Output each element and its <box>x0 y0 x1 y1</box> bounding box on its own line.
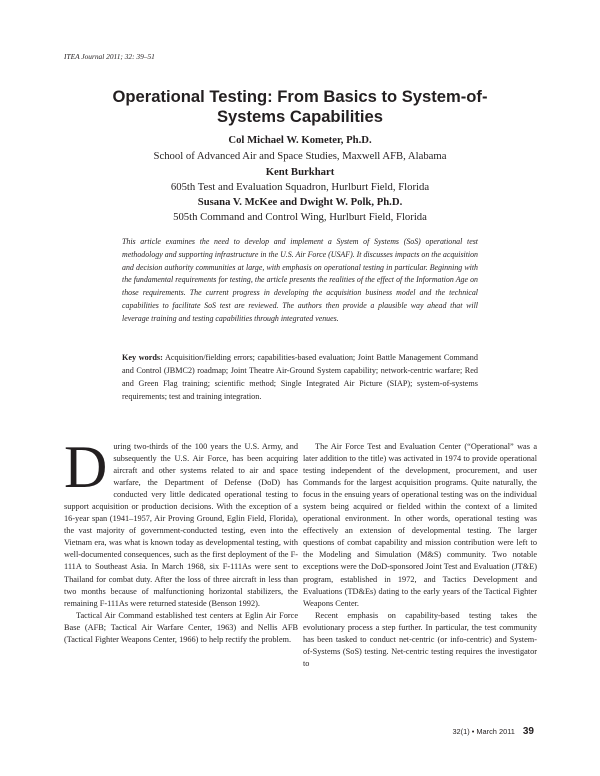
article-title <box>64 87 536 127</box>
author-name-3: Susana V. McKee and Dwight W. Polk, Ph.D. <box>197 196 403 208</box>
body-paragraph: The Air Force Test and Evaluation Center (“Operational” was a later addition to the title) was activated in 1974 to provide operational testing independent of the development, procurement, and user Commands for the largest acquisition programs. Quite naturally, the focus in the ensuing years of operational testing was on the individual system being acquired or fielded within the context of a limited operational environment. In other words, operational testing was effectively an extension of developmental testing. The larger questions of combat capability and mission contribution were left to the Modeling and Simulation (M&S) community. Two notable exceptions were the DoD-sponsored Joint Test and Evaluation (JT&E) program, established in 1972, and Tactics Development and Evaluations (TD&Es) dating to the early years of the Tactical Fighter Weapons Center. <box>303 442 537 608</box>
author-name-1: Col Michael W. Kometer, Ph.D. <box>228 134 372 146</box>
author-name-2: Kent Burkhart <box>265 166 335 178</box>
page-number: 39 <box>522 726 534 737</box>
keywords <box>122 351 478 403</box>
body-paragraph: Tactical Air Command established test centers at Eglin Air Force Base (AFB; Tactical Air Warfare Center, 1963) and Nellis AFB (Tactical Fighter Weapons Center, 1966) to help rectify the problem. <box>64 610 298 644</box>
keywords-label: Key words: <box>122 353 163 362</box>
body-text: uring two-thirds of the 100 years the U.S. Army, and subsequently the U.S. Air Force, has been acquiring aircraft and other systems related to air and space warfare, the Department of Defense (DoD) has conducted very little dedicated operational testing to support acquisition or production decisions. With the exception of a 16-year span (1941–1957, Air Proving Ground, Eglin Field, Florida), the vast majority of government-conducted testing, even into the Vietnam era, was what is known today as developmental testing, with well-documented consequences, such as the first deployment of the F-111A to Southeast Asia. In March 1968, six F-111As were sent to Thailand for combat duty. After the loss of three aircraft in less than two months because of malfunctioning horizontal stabilizers, the remaining F-111As were returned stateside (Benson 1992). <box>64 442 298 608</box>
body-column-left <box>64 434 298 646</box>
body-paragraph: Recent emphasis on capability-based testing takes the evolutionary process a step further. In particular, the test community has been tasked to conduct net-centric (or info-centric) and System-of-Systems (SoS) testing. Net-centric testing requires the investigator to <box>303 610 537 668</box>
body-column-right <box>303 441 537 670</box>
drop-cap: D <box>64 434 108 500</box>
issue-info: 32(1) • March 2011 <box>452 727 515 736</box>
body-paragraph <box>64 434 298 610</box>
title-line-2: Systems Capabilities <box>216 107 383 126</box>
page-footer <box>452 726 534 737</box>
author-affiliation-3: 505th Command and Control Wing, Hurlburt Field, Florida <box>173 211 427 223</box>
author-affiliation-2: 605th Test and Evaluation Squadron, Hurlburt Field, Florida <box>170 181 430 193</box>
journal-citation: ITEA Journal 2011; 32: 39–51 <box>64 52 155 61</box>
title-line-1: Operational Testing: From Basics to System-of- <box>112 87 488 106</box>
author-affiliation-1: School of Advanced Air and Space Studies, Maxwell AFB, Alabama <box>153 150 447 162</box>
keywords-list: Acquisition/fielding errors; capabilities-based evaluation; Joint Battle Management Command and Control (JBMC2) roadmap; Joint Theatre Air-Ground System capability; network-centric warfare; Red and Green Flag training; scientific method; Single Integrated Air Picture (SIAP); system-of-systems requirements; test and training integration. <box>122 353 478 401</box>
abstract: This article examines the need to develop and implement a System of Systems (SoS) operational test methodology and supporting infrastructure in the U.S. Air Force (USAF). It discusses impacts on the acquisition and decision authority communities at large, with emphasis on operational testing in particular. Beginning with the fundamental requirements for testing, the article presents the realities of the effect of the Information Age on those requirements. The current progress in developing the acquisition business model and the technical capabilities to facilitate SoS test are reviewed. The authors then provide a plausible way ahead that will leverage training and testing capabilities through integrated venues. <box>122 237 478 323</box>
